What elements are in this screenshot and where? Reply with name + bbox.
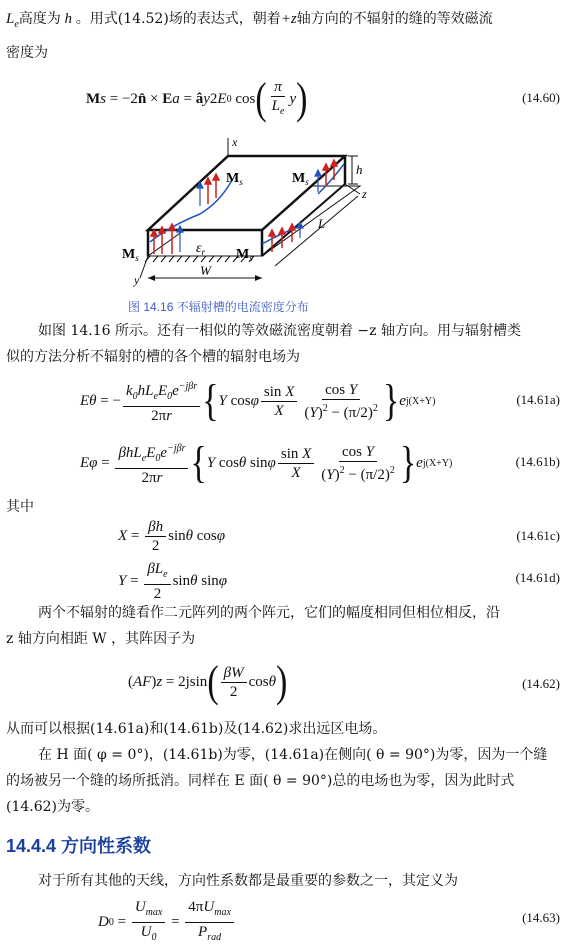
para1-line2: 密度为 [6, 45, 48, 61]
ms-label-front-right: $M_s$ [236, 247, 253, 263]
section-heading: 14.4.4 方向性系数 [6, 836, 152, 856]
figure-caption: 图 14.16 不辐射槽的电流密度分布 [128, 300, 309, 314]
para1-line1: $L_e$高度为 h 。用式(14.52)场的表达式，朝着+z轴方向的不辐射的缝的等效磁流 [6, 11, 493, 30]
equation-14-63: D 0 = $\frac{U_{max}}{U_0}$ = $\frac{4\pi U_{max}}{P_{rad}}$ [98, 898, 236, 947]
axis-x-label: x [232, 135, 238, 149]
eq-number-14-61a: (14.61a) [516, 392, 560, 407]
ms-label-back-left: $M_s$ [226, 171, 243, 187]
equation-14-61c: X = $\frac{\beta h}{2}$ sin θ cos φ [118, 519, 226, 554]
para2-line2: 似的方法分析不辐射的槽的各个槽的辐射电场为 [6, 349, 300, 365]
equation-14-60: M s = −2 n̂ × E a = â y 2 E 0 cos ( $\frac{\pi}{L_e}$ y ) [86, 74, 308, 123]
para3-line2: z 轴方向相距 W ，其阵因子为 [6, 631, 196, 647]
ms-label-back-right: $M_s$ [292, 171, 309, 187]
eq-number-14-61d: (14.61d) [515, 570, 560, 585]
para3-line1: 两个不辐射的缝看作二元阵列的两个阵元，它们的幅度相同但相位相反，沿 [38, 605, 500, 621]
para4-line2: 在 H 面( φ = 0°)，(14.61b)为零，(14.61a)在侧向( θ = 90°)为零，因为一个缝 [38, 747, 548, 763]
para4-line4: (14.62)为零。 [6, 799, 100, 815]
equation-14-61a: E θ = − $\frac{k_0hL_eE_0e^{-j\beta r}}{2\pi r}$ { Y cos φ $\frac{\text{sin X}}{X}$ $\frac{\text{cos Y}}{(Y)^2 - (\pi/2)^2}$ } e j(X+Y) [80, 376, 436, 425]
dim-l-label: L [318, 216, 326, 231]
epsilon-r-label: $\varepsilon_r$ [196, 241, 206, 257]
dim-w-label: W [200, 263, 211, 278]
para4-line1: 从而可以根据(14.61a)和(14.61b)及(14.62)求出远区电场。 [6, 721, 387, 737]
qizhong-text: 其中 [6, 499, 34, 515]
eq-number-14-63: (14.63) [522, 910, 560, 925]
eq-number-14-62: (14.62) [522, 676, 560, 691]
figure-14-16 [0, 134, 574, 314]
axis-y-label: y [134, 273, 140, 287]
para5-line1: 对于所有其他的天线，方向性系数都是最重要的参数之一，其定义为 [38, 873, 458, 889]
eq-number-14-60: (14.60) [522, 90, 560, 105]
para4-line3: 的场被另一个缝的场所抵消。同样在 E 面( θ = 90°)总的电场也为零，因为此时式 [6, 773, 515, 789]
eq-number-14-61c: (14.61c) [516, 528, 560, 543]
equation-14-61b: E φ = $\frac{\beta hL_eE_0e^{-j\beta r}}{2\pi r}$ { Y cos θ sin φ $\frac{\text{sin X}}{X}$ $\frac{\text{cos Y}}{(Y)^2 - (\pi/2)^2}$ } e j(X+Y) [80, 438, 453, 487]
eq-number-14-61b: (14.61b) [515, 454, 560, 469]
ms-label-front-left: $M_s$ [122, 247, 139, 263]
equation-14-62: ( AF ) z = 2jsin ( $\frac{\beta W}{2}$ cos θ ) [128, 657, 288, 706]
equation-14-61d: Y = $\frac{\beta L_e}{2}$ sin θ sin φ [118, 561, 228, 602]
para2-line1: 如图 14.16 所示。还有一相似的等效磁流密度朝着 −z 轴方向。用与辐射槽类 [38, 323, 521, 339]
axis-z-label: z [362, 187, 367, 201]
dim-h-label: h [356, 162, 363, 177]
